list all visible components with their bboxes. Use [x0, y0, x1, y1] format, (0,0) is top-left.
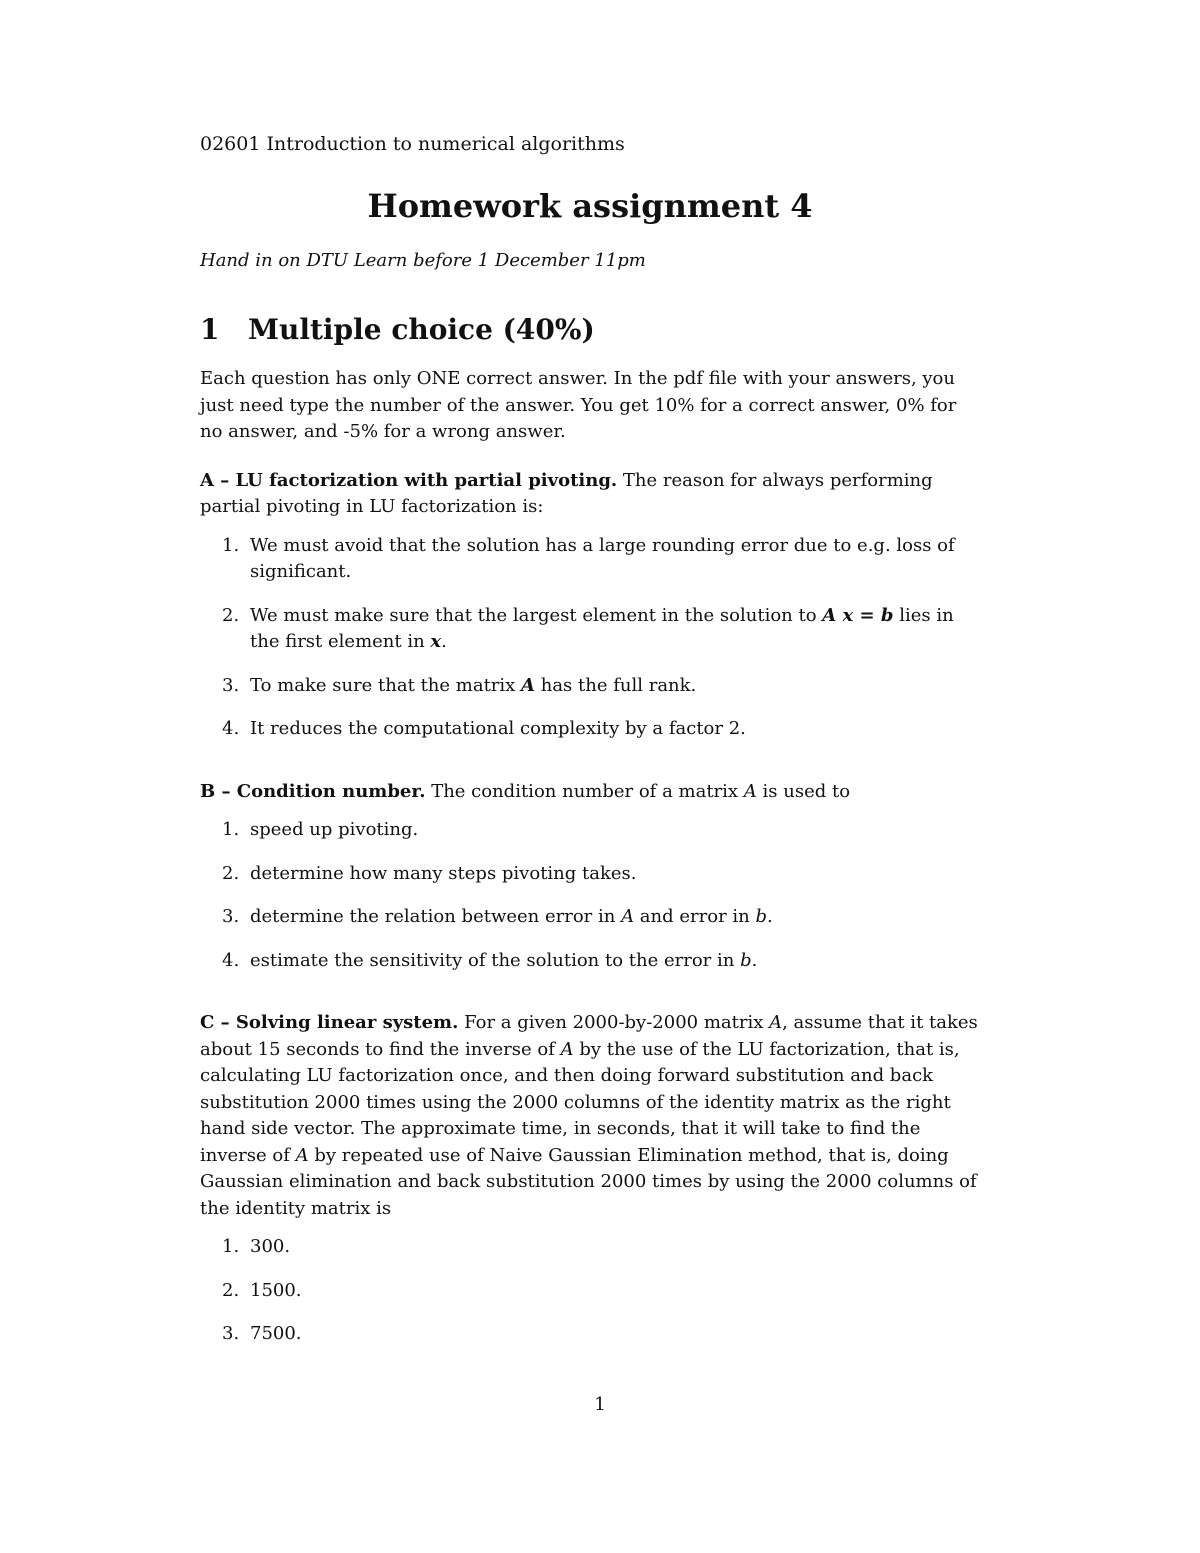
option-number: 3. — [222, 674, 240, 696]
question-a — [200, 468, 980, 521]
option-text: We must avoid that the solution has a large rounding error due to e.g. loss of significant. — [250, 534, 955, 582]
option-text-part: has the full rank. — [535, 674, 697, 696]
option-b4 — [200, 948, 980, 975]
question-c-title: C – Solving linear system. — [200, 1012, 459, 1033]
option-number: 2. — [222, 862, 240, 884]
math-variable: A — [295, 1144, 309, 1166]
document-page — [200, 128, 980, 1365]
option-a1 — [200, 533, 980, 586]
question-c-options — [200, 1234, 980, 1348]
option-number: 3. — [222, 906, 240, 927]
option-c1 — [200, 1234, 980, 1261]
option-number: 1. — [222, 1236, 240, 1257]
option-text: It reduces the computational complexity by a factor 2. — [250, 718, 746, 739]
option-a2 — [200, 603, 980, 656]
option-a4 — [200, 716, 980, 743]
page-number: 1 — [594, 1394, 606, 1415]
math-variable: A — [743, 780, 757, 802]
option-number: 1. — [222, 534, 240, 556]
math-variable: A — [560, 1038, 574, 1060]
option-text-part: We must make sure that the largest element in the solution to — [250, 604, 823, 626]
option-b2 — [200, 861, 980, 888]
question-c-text: by repeated use of Naive Gaussian Elimination method, that is, doing Gaussian elimination and back substitution 2000 times by using the 2000 columns of the identity matrix is — [200, 1144, 977, 1219]
math-variable: b — [740, 949, 752, 971]
math-variable: A — [621, 906, 635, 927]
section-number: 1 — [200, 313, 220, 346]
option-text: 1500. — [250, 1279, 302, 1301]
math-variable: x — [430, 631, 442, 652]
option-text: 7500. — [250, 1323, 302, 1344]
option-number: 3. — [222, 1323, 240, 1344]
math-variable: b — [755, 906, 767, 927]
question-b-title: B – Condition number. — [200, 780, 426, 802]
option-b1 — [200, 817, 980, 844]
option-number: 1. — [222, 819, 240, 840]
question-a-text: The reason for always performing partial pivoting in LU factorization is: — [200, 469, 933, 517]
question-c-text: For a given 2000-by-2000 matrix — [458, 1012, 770, 1033]
option-text-part: . — [767, 906, 773, 927]
math-variable: A — [769, 1012, 783, 1033]
option-text-part: . — [751, 949, 758, 971]
option-text-part: estimate the sensitivity of the solution to the error in — [250, 949, 741, 971]
question-c-text: , assume that it takes about 15 seconds to find the inverse of — [200, 1012, 978, 1060]
option-a3 — [200, 673, 980, 700]
assignment-title: Homework assignment 4 — [367, 187, 813, 225]
option-text: 300. — [250, 1236, 291, 1257]
course-title: 02601 Introduction to numerical algorithms — [200, 133, 625, 155]
option-c3 — [200, 1321, 980, 1348]
option-number: 4. — [222, 949, 240, 971]
question-b-text: is used to — [756, 780, 851, 802]
deadline-note: Hand in on DTU Learn before 1 December 11pm — [200, 250, 646, 271]
option-b3 — [200, 904, 980, 931]
question-a-title: A – LU factorization with partial pivoting. — [200, 469, 618, 491]
option-text-part: . — [441, 631, 447, 652]
option-number: 2. — [222, 1279, 240, 1301]
question-c — [200, 1010, 980, 1222]
question-c-text: by the use of the LU factorization, that is, calculating LU factorization once, and then doing forward substitution and back substitution 2000 times using the 2000 columns of the identity matrix as the right hand side vector. The approximate time, in seconds, that it will take to find the inverse of — [200, 1038, 960, 1166]
option-text: speed up pivoting. — [250, 819, 419, 840]
option-text: determine how many steps pivoting takes. — [250, 862, 637, 884]
section-title: Multiple choice (40%) — [248, 313, 595, 346]
option-text-part: lies in the first element in — [250, 604, 954, 652]
section-heading — [200, 312, 980, 348]
math-variable: A — [521, 674, 536, 696]
question-b-options — [200, 817, 980, 974]
equation: A x = b — [822, 604, 894, 626]
question-b — [200, 779, 980, 806]
section-intro: Each question has only ONE correct answer. In the pdf file with your answers, you just need type the number of the answer. You get 10% for a correct answer, 0% for no answer, and -5% for a wrong answer. — [200, 368, 957, 442]
option-number: 4. — [222, 718, 240, 739]
option-text-part: determine the relation between error in — [250, 906, 622, 927]
option-c2 — [200, 1278, 980, 1305]
question-b-text: The condition number of a matrix — [425, 780, 744, 802]
question-a-options — [200, 533, 980, 743]
option-text-part: and error in — [634, 906, 756, 927]
option-number: 2. — [222, 604, 240, 626]
option-text-part: To make sure that the matrix — [250, 674, 522, 696]
